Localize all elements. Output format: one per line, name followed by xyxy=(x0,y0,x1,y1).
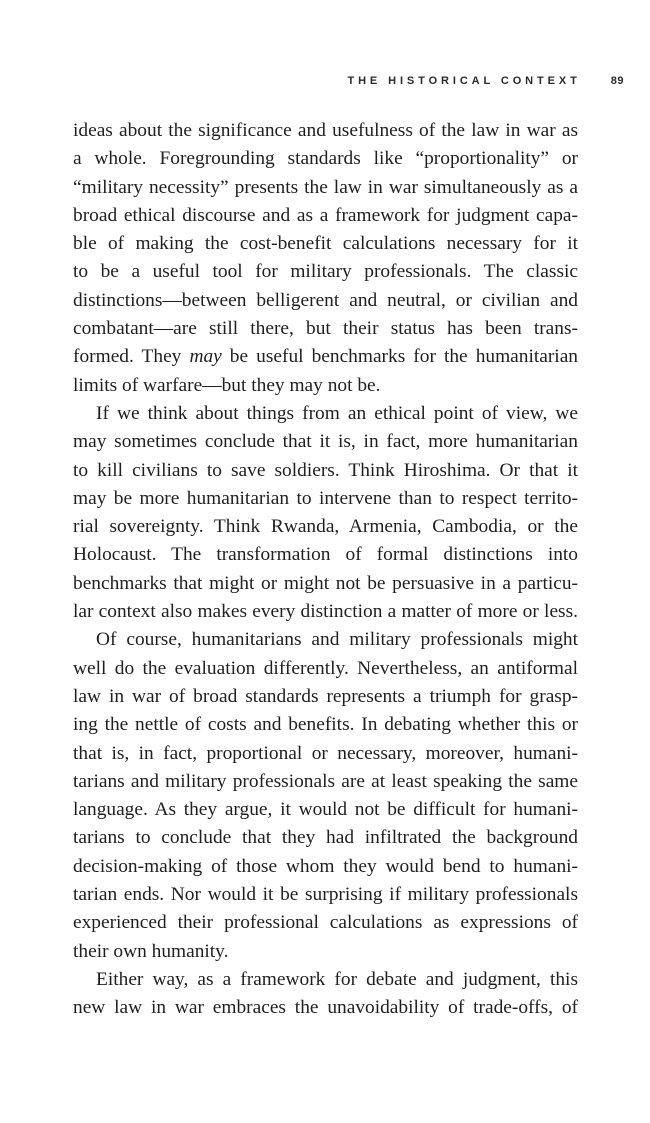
text-line: may be more humanitarian to intervene than to respect territo- xyxy=(73,487,578,509)
text-line: ideas about the significance and usefulness of the law in war as xyxy=(73,120,578,141)
paragraph-1 xyxy=(73,117,578,400)
text-line: decision-making of those whom they would bend to humani- xyxy=(73,855,578,877)
text-line: experienced their professional calculations as expressions of xyxy=(73,912,578,934)
text-line: lar context also makes every distinction a matter of more or less. xyxy=(73,601,578,623)
paragraph-2 xyxy=(73,400,578,626)
text-line: a whole. Foregrounding standards like “proportionality” or xyxy=(73,148,578,170)
text-run: be useful benchmarks for the humanitarian xyxy=(221,346,578,368)
text-line: new law in war embraces the unavoidability of trade-offs, of xyxy=(73,997,578,1019)
text-line: Either way, as a framework for debate and judgment, this xyxy=(96,968,578,990)
text-line: to be a useful tool for military professionals. The classic xyxy=(73,261,578,283)
paragraph-3 xyxy=(73,626,578,966)
text-line: rial sovereignty. Think Rwanda, Armenia, Cambodia, or the xyxy=(73,516,578,538)
text-line: combatant—are still there, but their status has been trans- xyxy=(73,318,578,340)
text-line: tarians and military professionals are at least speaking the same xyxy=(73,770,578,792)
text-line: that is, in fact, proportional or necessary, moreover, humani- xyxy=(73,742,578,764)
text-line: distinctions—between belligerent and neutral, or civilian and xyxy=(73,289,578,311)
text-line: well do the evaluation differently. Nevertheless, an antiformal xyxy=(73,657,578,679)
running-head xyxy=(347,72,624,90)
running-title: THE HISTORICAL CONTEXT xyxy=(347,75,581,87)
text-line: If we think about things from an ethical point of view, we xyxy=(96,402,578,424)
text-line: benchmarks that might or might not be persuasive in a particu- xyxy=(73,572,578,594)
text-line: may sometimes conclude that it is, in fact, more humanitarian xyxy=(73,431,578,453)
text-line xyxy=(73,343,578,371)
text-line: “military necessity” presents the law in war simultaneously as a xyxy=(73,176,578,198)
paragraph-4 xyxy=(73,966,578,1023)
text-line: language. As they argue, it would not be difficult for humani- xyxy=(73,799,578,821)
text-line: Holocaust. The transformation of formal distinctions into xyxy=(73,544,578,566)
body-text xyxy=(73,117,578,1023)
text-line: tarian ends. Nor would it be surprising if military professionals xyxy=(73,884,578,906)
text-line: Of course, humanitarians and military professionals might xyxy=(96,629,578,651)
italic-emphasis: may xyxy=(189,346,222,368)
text-line: ing the nettle of costs and benefits. In debating whether this or xyxy=(73,714,578,736)
text-line: their own humanity. xyxy=(73,940,229,962)
text-line: limits of warfare—but they may not be. xyxy=(73,374,381,396)
text-run: formed. They xyxy=(73,346,190,368)
text-line: broad ethical discourse and as a framework for judgment capa- xyxy=(73,204,578,226)
text-line: tarians to conclude that they had infiltrated the background xyxy=(73,827,578,849)
text-line: law in war of broad standards represents a triumph for grasp- xyxy=(73,685,578,707)
text-line: to kill civilians to save soldiers. Think Hiroshima. Or that it xyxy=(73,459,578,481)
text-line: ble of making the cost-benefit calculations necessary for it xyxy=(73,233,578,255)
page-number: 89 xyxy=(610,75,624,87)
